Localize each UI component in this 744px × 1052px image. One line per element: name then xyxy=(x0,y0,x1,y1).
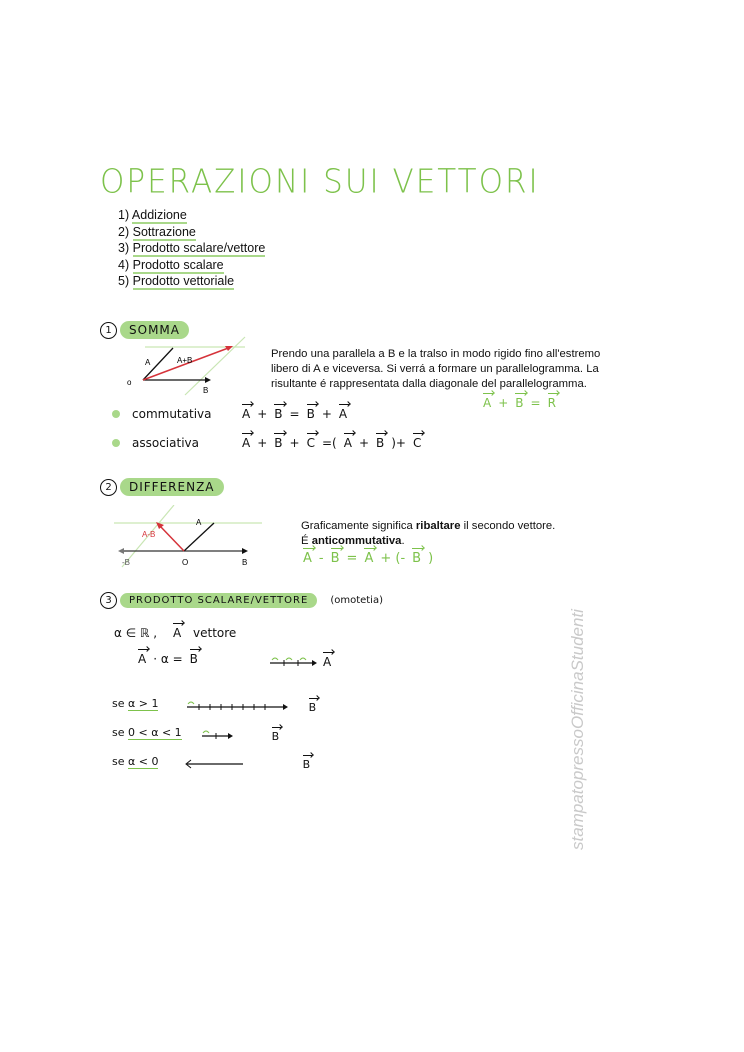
toc-item[interactable]: 3) Prodotto scalare/vettore xyxy=(118,241,266,256)
difference-diagram xyxy=(112,505,267,570)
svg-text:-B: -B xyxy=(122,558,130,567)
vector-symbol: A xyxy=(338,407,348,421)
toc-item[interactable]: 5) Prodotto vettoriale xyxy=(118,274,235,289)
property-associativa: associativa A + B + C =( A + B )+ C xyxy=(112,436,423,450)
vector-symbol: A xyxy=(242,407,251,421)
page-title: OPERAZIONI SUI VETTORI xyxy=(100,163,540,201)
section-heading-differenza xyxy=(100,478,224,496)
section-number: 2 xyxy=(100,479,117,496)
operator: + xyxy=(289,436,300,450)
case-greater-than-one: se α > 1 xyxy=(112,697,159,710)
case-between-zero-one: se 0 < α < 1 xyxy=(112,726,182,739)
operator: = xyxy=(289,407,300,421)
watermark: stampatopressoOfficinaStudenti xyxy=(568,609,587,850)
operator: + (- xyxy=(380,551,406,566)
vector-symbol: B xyxy=(274,407,283,421)
operator: + xyxy=(257,436,268,450)
vector-symbol: A xyxy=(343,436,352,450)
vector-symbol: A xyxy=(138,652,147,666)
scaled-vector-diagram xyxy=(268,652,318,668)
operator: )+ xyxy=(391,436,406,450)
section-title: DIFFERENZA xyxy=(120,478,224,496)
vector-symbol: C xyxy=(306,436,315,450)
vector-symbol: B xyxy=(376,436,385,450)
section-title: PRODOTTO SCALARE/VETTORE xyxy=(120,593,317,608)
vector-symbol: A xyxy=(483,396,492,410)
toc-link[interactable]: Prodotto vettoriale xyxy=(132,274,235,289)
toc-link[interactable]: Prodotto scalare xyxy=(132,257,224,272)
case-negative: se α < 0 xyxy=(112,755,159,768)
vector-symbol: B xyxy=(274,436,283,450)
svg-text:A: A xyxy=(145,358,151,367)
vector-symbol: B xyxy=(412,551,422,566)
bullet-icon xyxy=(112,410,120,418)
differenza-description: Graficamente significa ribaltare il secondo vettore. É anticommutativa. xyxy=(301,520,556,547)
operator: + xyxy=(257,407,268,421)
vector-symbol: C xyxy=(412,436,422,450)
toc-item[interactable]: 1) Addizione xyxy=(118,208,187,222)
toc-link[interactable]: Addizione xyxy=(131,208,187,222)
svg-text:B: B xyxy=(242,558,248,567)
operator: = xyxy=(346,551,358,566)
operator: - xyxy=(318,551,324,566)
section-number: 1 xyxy=(100,322,117,339)
reversed-vector-arrow xyxy=(183,757,245,769)
toc-item[interactable]: 4) Prodotto scalare xyxy=(118,257,224,272)
vector-symbol: A xyxy=(303,551,312,566)
vector-symbol: A xyxy=(364,551,374,566)
vector-symbol: B xyxy=(515,396,524,410)
vector-symbol: A xyxy=(242,436,251,450)
vector-symbol: B xyxy=(330,551,340,566)
differenza-formula xyxy=(301,551,438,566)
svg-text:o: o xyxy=(127,378,132,387)
operator: = xyxy=(530,396,541,410)
toc-link[interactable]: Sottrazione xyxy=(132,224,196,239)
operator: ) xyxy=(428,551,434,566)
property-commutativa: commutativa A + B = B + A xyxy=(112,407,349,421)
operator: + xyxy=(358,436,369,450)
vector-symbol: B xyxy=(189,652,198,666)
vector-symbol: R xyxy=(547,396,556,410)
alpha-definition: α ∈ ℝ , A vettore xyxy=(114,626,237,640)
operator: · α = xyxy=(153,652,183,666)
page: OPERAZIONI SUI VETTORI 1) Addizione 2) Sottrazione 3) Prodotto scalare/vettore 4) Prodotto scalare 5) Prodotto vettoriale 1 SOMMA A A+B B o Prendo una parallela a B e la tralso in modo rigido fino all'estremo libero di A e viceversa. Si verrá a formare un parallelogramma. La risultante é rappresentata dalla diagonale del parallelogramma. A + B = R commutativa A + B = B + A associativa A + B + C =( A + B )+ C 2 DIFFERENZA A A-B -B O B Graficamente significa ribaltare il secondo vettore. É anticommutativa. A - B = A + (- B ) 3 PRODOTTO SCALARE/VETTORE (omotetia) α ∈ ℝ , A vettore A · α = B A se α > 1 B se 0 < α < 1 B se α < 0 B stampatopressoOfficinaStudenti xyxy=(0,0,744,1052)
section-title: SOMMA xyxy=(120,321,189,339)
svg-text:O: O xyxy=(182,558,189,567)
table-of-contents xyxy=(118,207,265,290)
toc-item[interactable]: 2) Sottrazione xyxy=(118,224,196,239)
bullet-icon xyxy=(112,439,120,447)
vector-symbol: B xyxy=(306,407,315,421)
operator: + xyxy=(498,396,509,410)
section-heading-prodotto: 3 PRODOTTO SCALARE/VETTORE (omotetia) xyxy=(100,592,383,609)
short-vector-arrow xyxy=(200,727,235,741)
toc-link[interactable]: Prodotto scalare/vettore xyxy=(132,241,266,256)
svg-text:A-B: A-B xyxy=(142,530,156,539)
svg-text:A+B: A+B xyxy=(177,356,193,365)
sum-diagram xyxy=(115,335,255,400)
somma-formula xyxy=(481,396,558,410)
long-vector-arrow xyxy=(185,698,290,712)
svg-text:A: A xyxy=(196,518,202,527)
scalar-product-formula xyxy=(136,652,200,666)
section-number: 3 xyxy=(100,592,117,609)
somma-description: Prendo una parallela a B e la tralso in modo rigido fino all'estremo libero di A e viceversa. Si verrá a formare un parallelogramma. La risultante é rappresentata dalla diagonale del parallelogramma. xyxy=(271,348,601,390)
operator: =( xyxy=(321,436,337,450)
operator: + xyxy=(321,407,332,421)
svg-text:B: B xyxy=(203,386,209,395)
